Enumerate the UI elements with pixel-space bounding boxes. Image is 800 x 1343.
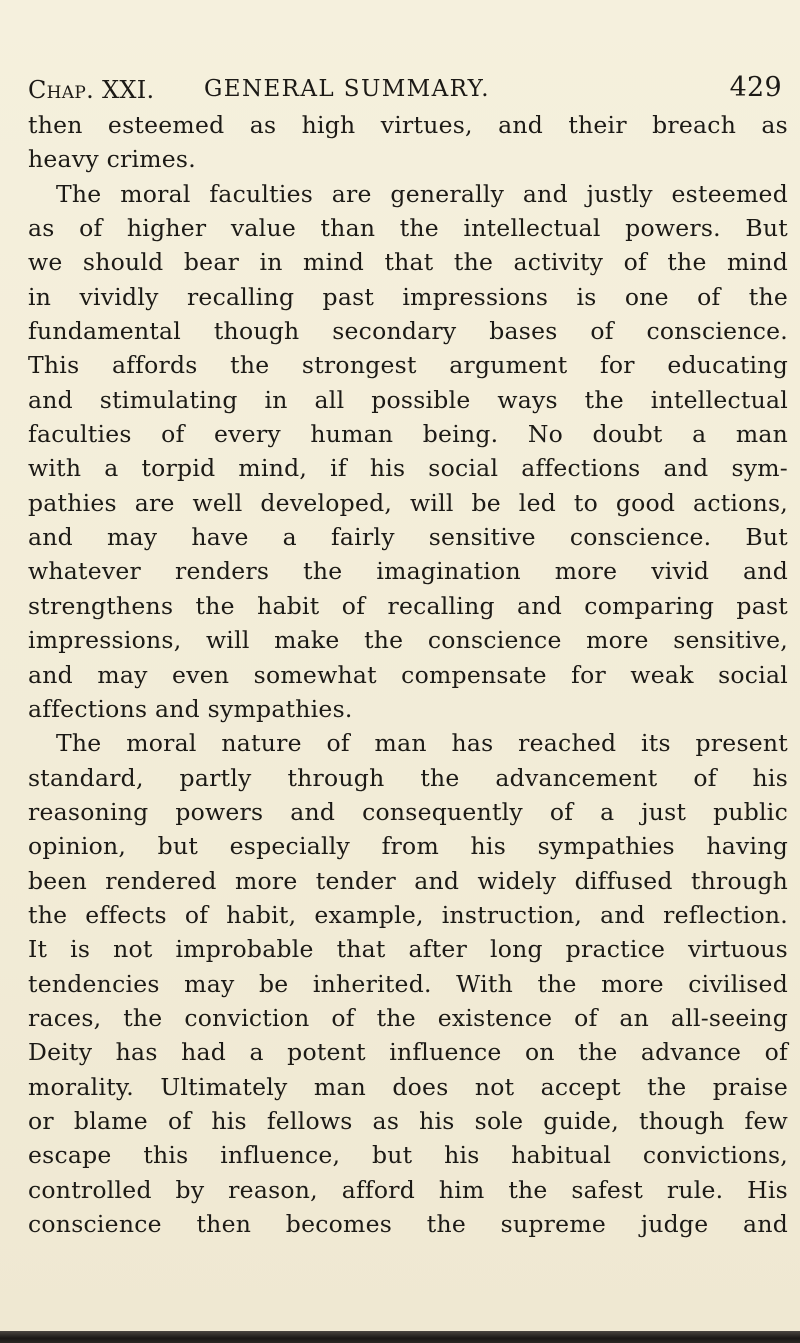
text-line: controlled by reason, afford him the safest rule. His [28,1175,788,1204]
text-line: with a torpid mind, if his social affections and sym- [28,454,788,483]
text-line: It is not improbable that after long practice virtuous [28,935,788,964]
text-line: then esteemed as high virtues, and their breach as [28,111,788,139]
text-line: been rendered more tender and widely diffused through [28,866,788,895]
running-head [24,72,782,106]
text-line: pathies are well developed, will be led to good actions, [28,488,788,517]
text-line: affections and sympathies. [28,694,353,723]
text-line: whatever renders the imagination more vivid and [28,557,788,586]
text-line: reasoning powers and consequently of a just public [28,797,788,826]
text-line: tendencies may be inherited. With the more civilised [28,969,788,998]
text-line: opinion, but especially from his sympathies having [28,832,788,861]
text-line: the effects of habit, example, instruction, and reflection. [28,900,788,929]
text-line: heavy crimes. [28,145,196,174]
text-line: races, the conviction of the existence of an all-seeing [28,1003,788,1032]
text-line: strengthens the habit of recalling and comparing past [28,591,788,620]
text-line: we should bear in mind that the activity of the mind [28,248,788,277]
text-line: impressions, will make the conscience more sensitive, [28,626,788,655]
text-line: This affords the strongest argument for educating [28,351,788,380]
text-line: or blame of his fellows as his sole guide, though few [28,1106,788,1135]
text-line: and may even somewhat compensate for weak social [28,660,788,689]
text-line: standard, partly through the advancement of his [28,763,788,792]
text-line: conscience then becomes the supreme judge and [28,1210,788,1238]
text-line: in vividly recalling past impressions is one of the [28,282,788,311]
running-title: GENERAL SUMMARY. [204,76,490,102]
page-bottom-edge [0,1331,800,1343]
text-line: fundamental though secondary bases of conscience. [28,317,788,346]
text-line: Deity has had a potent influence on the advance of [28,1038,788,1067]
paragraph-start-line: The moral nature of man has reached its present [56,729,788,758]
text-line: morality. Ultimately man does not accept the praise [28,1072,788,1101]
text-line: and stimulating in all possible ways the intellectual [28,385,788,414]
page-number: 429 [729,72,782,103]
text-line: escape this influence, but his habitual convictions, [28,1141,788,1170]
text-line: faculties of every human being. No doubt a man [28,420,788,449]
text-line: as of higher value than the intellectual powers. But [28,214,788,243]
body-text [28,108,788,1241]
paragraph-start-line: The moral faculties are generally and justly esteemed [56,179,788,208]
text-line: and may have a fairly sensitive conscience. But [28,523,788,552]
chapter-label: Chap. XXI. [28,76,155,104]
